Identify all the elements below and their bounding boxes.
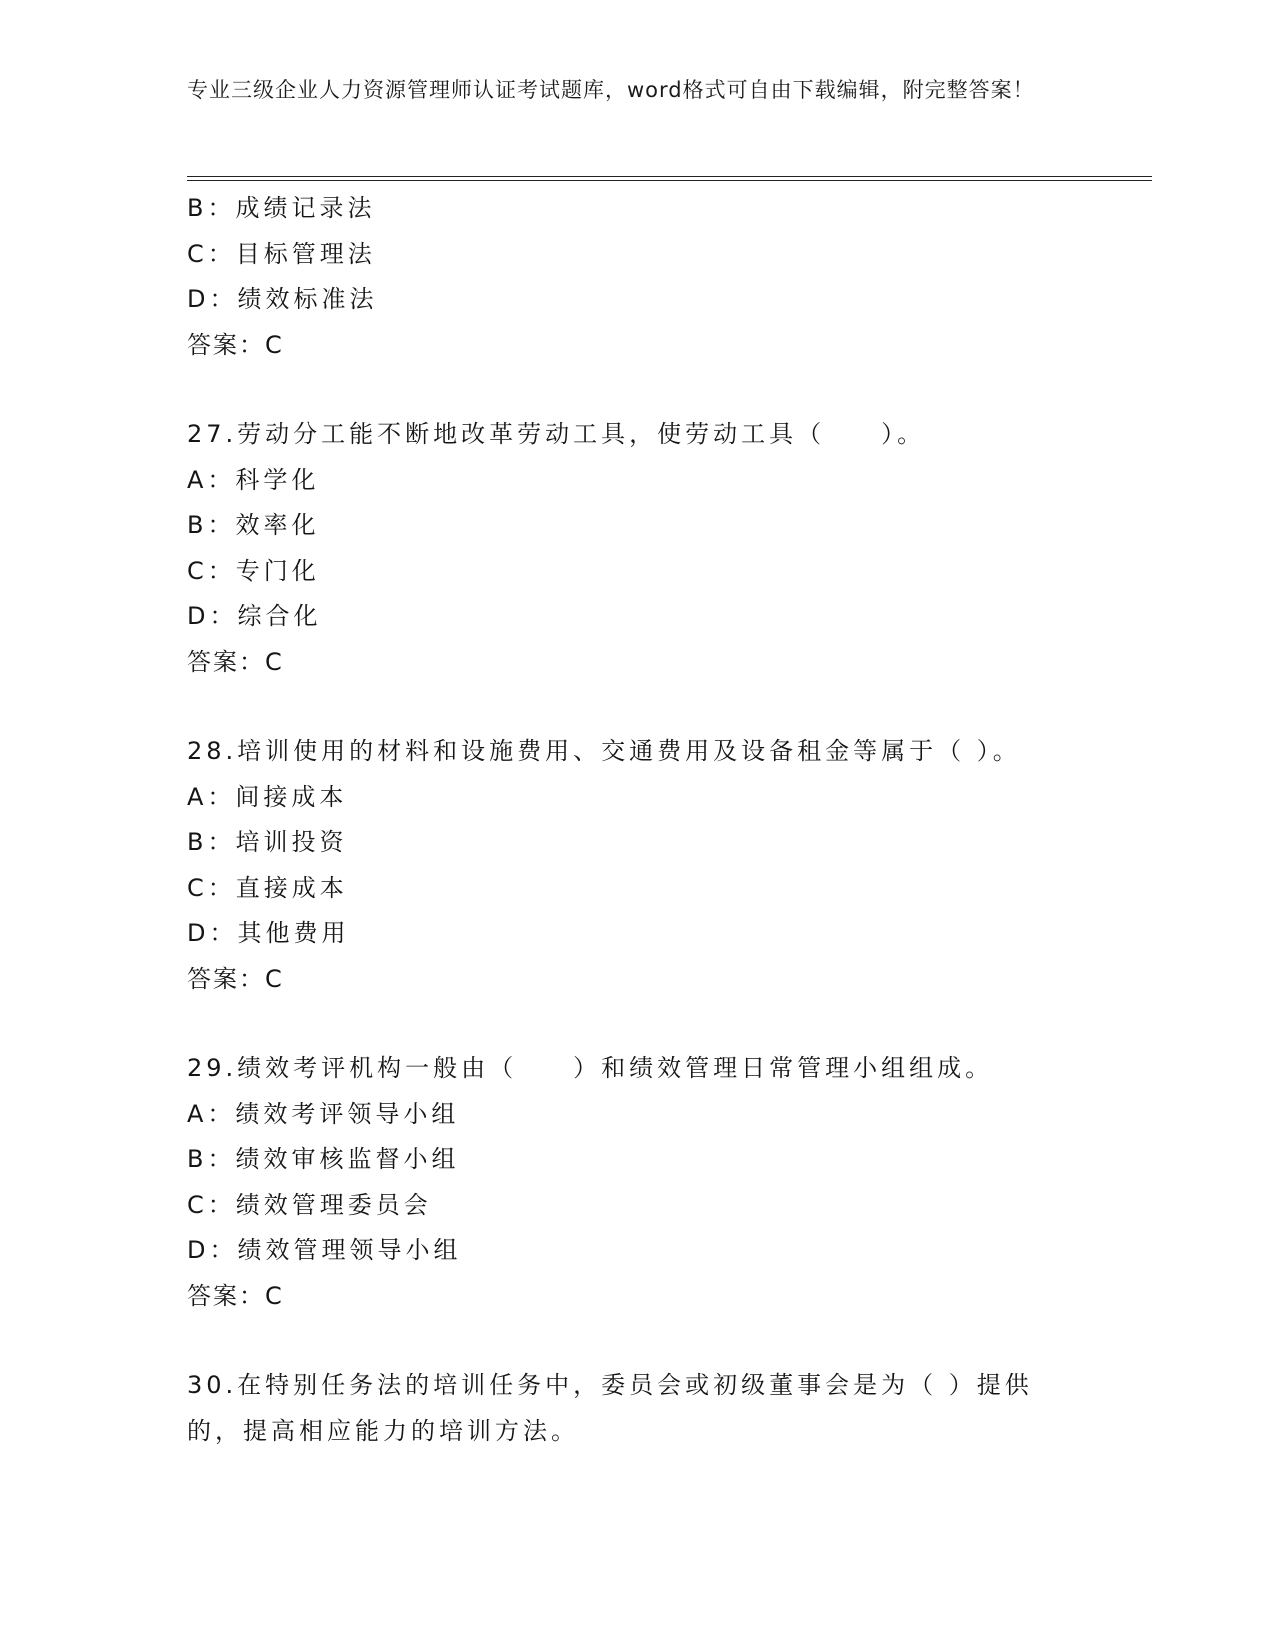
answer: 答案：C xyxy=(187,330,284,359)
document-header: 专业三级企业人力资源管理师认证考试题库，word格式可自由下载编辑，附完整答案！ xyxy=(187,78,1035,102)
option-b: B：效率化 xyxy=(187,511,320,539)
option-d: D：绩效管理领导小组 xyxy=(187,1236,462,1264)
question-stem: 29.绩效考评机构一般由（ ）和绩效管理日常管理小组组成。 xyxy=(187,1054,994,1082)
answer: 答案：C xyxy=(187,1281,284,1310)
option-b: B：成绩记录法 xyxy=(187,194,376,222)
question-29 xyxy=(187,1046,1087,1319)
question-stem: 28.培训使用的材料和设施费用、交通费用及设备租金等属于（ ）。 xyxy=(187,737,1021,765)
option-c: C：目标管理法 xyxy=(187,239,376,268)
answer: 答案：C xyxy=(187,964,284,993)
question-list xyxy=(187,186,1087,1454)
header-divider xyxy=(187,176,1152,181)
answer: 答案：C xyxy=(187,647,284,676)
option-d: D：绩效标准法 xyxy=(187,285,378,313)
option-c: C：专门化 xyxy=(187,556,320,585)
question-26-tail xyxy=(187,186,1087,368)
option-b: B：培训投资 xyxy=(187,828,348,856)
option-d: D：其他费用 xyxy=(187,919,350,947)
option-a: A：科学化 xyxy=(187,465,320,494)
question-stem: 30.在特别任务法的培训任务中，委员会或初级董事会是为（ ）提供的，提高相应能力的培训方法。 xyxy=(187,1371,1033,1445)
option-c: C：直接成本 xyxy=(187,873,348,902)
option-a: A：间接成本 xyxy=(187,782,348,811)
question-27 xyxy=(187,412,1087,685)
option-c: C：绩效管理委员会 xyxy=(187,1190,432,1219)
option-b: B：绩效审核监督小组 xyxy=(187,1145,460,1173)
question-28 xyxy=(187,729,1087,1002)
question-30 xyxy=(187,1363,1087,1454)
question-stem: 27.劳动分工能不断地改革劳动工具，使劳动工具（ ）。 xyxy=(187,420,926,448)
option-d: D：综合化 xyxy=(187,602,322,630)
option-a: A：绩效考评领导小组 xyxy=(187,1099,460,1128)
